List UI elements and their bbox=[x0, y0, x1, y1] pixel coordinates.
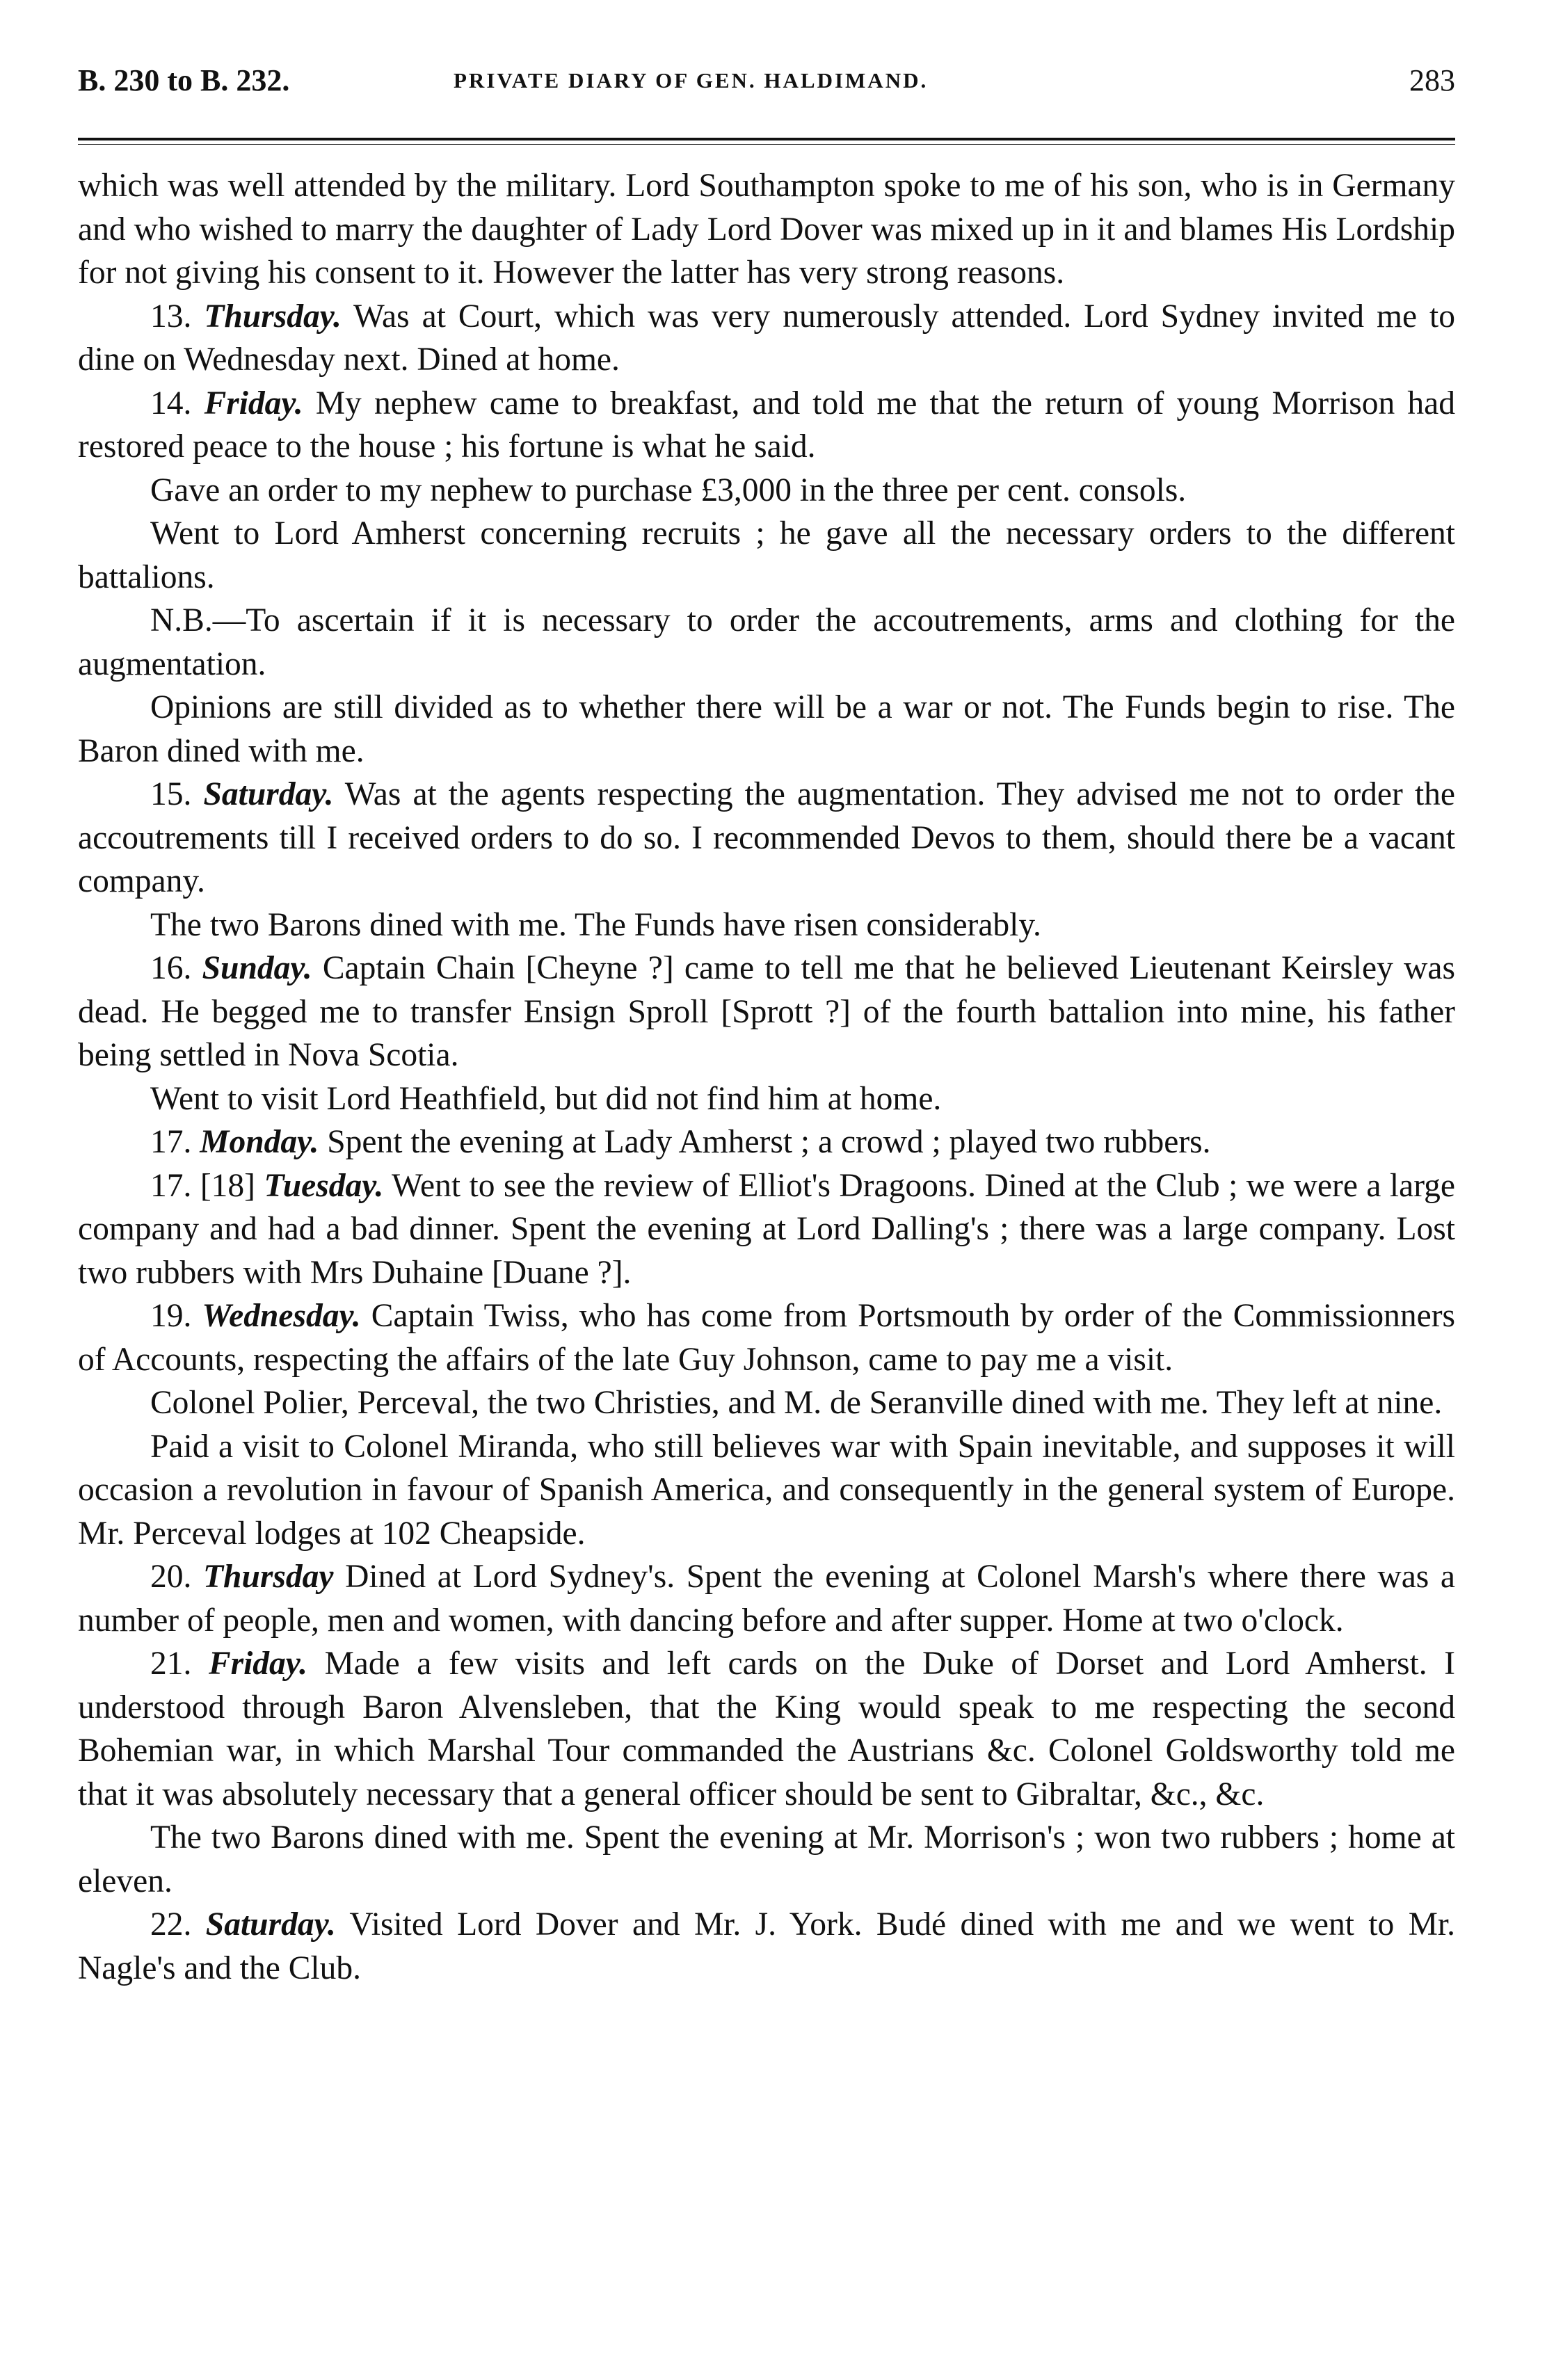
entry-paragraph: Colonel Polier, Perceval, the two Christies, and M. de Seranville dined with me. They left at nine. bbox=[150, 1385, 1443, 1421]
entry-text: Made a few visits and left cards on the Duke of Dorset and Lord Amherst. I understood through Baron Alvensleben, that the King would speak to me respecting the second Bohemian war, in which Marshal Tour commanded the Austrians &c. Colonel Goldsworthy told me that it was absolutely necessary that a general officer should be sent to Gibraltar, &c., &c. bbox=[78, 1646, 1455, 1812]
entry-text: Went to see the review of Elliot's Dragoons. Dined at the Club ; we were a large company and had a bad dinner. Spent the evening at Lord Dalling's ; there was a large company. Lost two rubbers with Mrs Duhaine [Duane ?]. bbox=[78, 1167, 1456, 1291]
diary-entry-21 bbox=[78, 1642, 1455, 1816]
entry-paragraph: The two Barons dined with me. The Funds have risen considerably. bbox=[150, 906, 1041, 943]
entry-weekday: Thursday bbox=[203, 1559, 334, 1595]
entry-date: 15. bbox=[150, 776, 192, 812]
entry-weekday: Sunday. bbox=[202, 950, 312, 986]
paragraph-continued: which was well attended by the military. Lord Southampton spoke to me of his son, who is in Germany and who wished to marry the daughter of Lady Lord Dover was mixed up in it and blames His Lordship for not giving his consent to it. However the latter has very strong reasons. bbox=[78, 168, 1455, 291]
diary-text bbox=[78, 164, 1455, 1990]
entry-text: Visited Lord Dover and Mr. J. York. Budé dined with me and we went to Mr. Nagle's and the Club. bbox=[78, 1906, 1455, 1986]
entry-date: 19. bbox=[150, 1298, 192, 1334]
entry-weekday: Friday. bbox=[204, 385, 303, 421]
entry-paragraph: N.B.—To ascertain if it is necessary to order the accoutrements, arms and clothing for the augmentation. bbox=[78, 602, 1455, 682]
entry-date: 17. [18] bbox=[150, 1167, 255, 1204]
page bbox=[78, 63, 1455, 1990]
running-title: PRIVATE DIARY OF GEN. HALDIMAND. bbox=[454, 68, 929, 93]
entry-text: Was at Court, which was very numerously attended. Lord Sydney invited me to dine on Wednesday next. Dined at home. bbox=[78, 298, 1455, 378]
entry-paragraph: Went to Lord Amherst concerning recruits ; he gave all the necessary orders to the different battalions. bbox=[78, 515, 1455, 595]
diary-entry-20 bbox=[78, 1555, 1455, 1642]
entry-paragraph: Paid a visit to Colonel Miranda, who still believes war with Spain inevitable, and supposes it will occasion a revolution in favour of Spanish America, and consequently in the general system of Europe. Mr. Perceval lodges at 102 Cheapside. bbox=[78, 1428, 1455, 1552]
entry-weekday: Wednesday. bbox=[202, 1298, 361, 1334]
entry-weekday: Tuesday. bbox=[264, 1167, 384, 1204]
entry-date: 14. bbox=[150, 385, 192, 421]
entry-weekday: Saturday. bbox=[203, 776, 334, 812]
page-number: 283 bbox=[1409, 63, 1455, 97]
entry-weekday: Saturday. bbox=[205, 1906, 336, 1943]
entry-paragraph: The two Barons dined with me. Spent the evening at Mr. Morrison's ; won two rubbers ; home at eleven. bbox=[78, 1819, 1455, 1899]
folio-range: B. 230 to B. 232. bbox=[78, 63, 290, 97]
entry-text: Was at the agents respecting the augmentation. They advised me not to order the accoutrements till I received orders to do so. I recommended Devos to them, should there be a vacant company. bbox=[78, 776, 1455, 899]
entry-paragraph: Gave an order to my nephew to purchase £3,000 in the three per cent. consols. bbox=[150, 472, 1187, 508]
entry-paragraph: Opinions are still divided as to whether there will be a war or not. The Funds begin to rise. The Baron dined with me. bbox=[78, 689, 1455, 769]
entry-text: Dined at Lord Sydney's. Spent the evening at Colonel Marsh's where there was a number of people, men and women, with dancing before and after supper. Home at two o'clock. bbox=[78, 1559, 1456, 1639]
entry-date: 17. bbox=[150, 1124, 192, 1160]
entry-date: 21. bbox=[150, 1646, 192, 1682]
entry-text: Captain Twiss, who has come from Portsmouth by order of the Commissionners of Accounts, respecting the affairs of the late Guy Johnson, came to pay me a visit. bbox=[78, 1298, 1456, 1378]
entry-text: My nephew came to breakfast, and told me that the return of young Morrison had restored peace to the house ; his fortune is what he said. bbox=[78, 385, 1456, 465]
entry-weekday: Monday. bbox=[200, 1124, 319, 1160]
entry-date: 13. bbox=[150, 298, 192, 335]
diary-entry-13 bbox=[78, 295, 1455, 382]
diary-entry-15 bbox=[78, 773, 1455, 903]
header-rule bbox=[78, 138, 1455, 145]
entry-text: Captain Chain [Cheyne ?] came to tell me that he believed Lieutenant Keirsley was dead. He begged me to transfer Ensign Sproll [Sprott ?] of the fourth battalion into mine, his father being settled in Nova Scotia. bbox=[78, 950, 1455, 1073]
diary-entry-18 bbox=[78, 1164, 1455, 1295]
entry-date: 20. bbox=[150, 1559, 192, 1595]
diary-entry-16 bbox=[78, 947, 1455, 1077]
entry-weekday: Friday. bbox=[208, 1646, 307, 1682]
diary-entry-22 bbox=[78, 1903, 1455, 1990]
entry-date: 16. bbox=[150, 950, 192, 986]
entry-paragraph: Went to visit Lord Heathfield, but did not find him at home. bbox=[150, 1080, 942, 1117]
entry-date: 22. bbox=[150, 1906, 192, 1943]
running-head bbox=[78, 63, 1455, 111]
diary-entry-14 bbox=[78, 382, 1455, 469]
diary-entry-17 bbox=[78, 1120, 1455, 1164]
diary-entry-19 bbox=[78, 1294, 1455, 1381]
entry-weekday: Thursday. bbox=[204, 298, 342, 335]
entry-text: Spent the evening at Lady Amherst ; a crowd ; played two rubbers. bbox=[327, 1124, 1211, 1160]
